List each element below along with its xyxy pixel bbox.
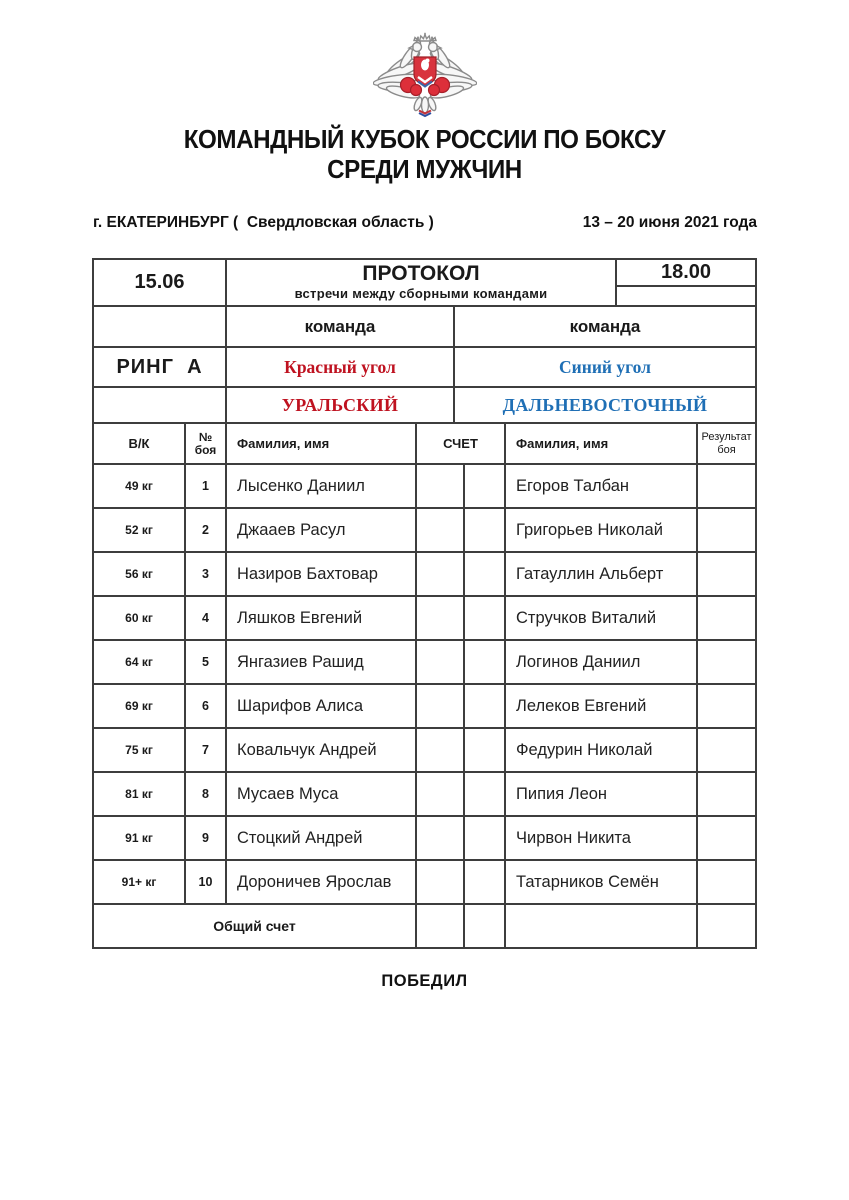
red-boxer-name: Лысенко Даниил	[227, 465, 417, 507]
bout-number: 8	[186, 773, 227, 815]
weight-class: 49 кг	[94, 465, 186, 507]
blue-score-cell	[465, 465, 506, 507]
event-location: г. ЕКАТЕРИНБУРГ ( Свердловская область )	[93, 214, 434, 231]
col-header-weight: В/К	[94, 424, 186, 463]
bout-number: 2	[186, 509, 227, 551]
bout-row-10	[94, 861, 755, 905]
col-header-bout-no-line1: №	[198, 429, 213, 444]
blue-score-cell	[465, 553, 506, 595]
result-cell	[698, 685, 755, 727]
red-score-cell	[417, 861, 465, 903]
empty-cell	[698, 905, 755, 947]
red-score-cell	[417, 685, 465, 727]
empty-cell	[506, 905, 698, 947]
red-boxer-name: Дороничев Ярослав	[227, 861, 417, 903]
weight-class: 91 кг	[94, 817, 186, 859]
bout-number: 1	[186, 465, 227, 507]
red-score-cell	[417, 553, 465, 595]
event-meta-row	[93, 214, 757, 232]
blue-boxer-name: Григорьев Николай	[506, 509, 698, 551]
bout-row-8	[94, 773, 755, 817]
team-label-left: команда	[227, 307, 455, 346]
col-header-result-line2: боя	[717, 443, 736, 456]
blue-boxer-name: Татарников Семён	[506, 861, 698, 903]
weight-class: 81 кг	[94, 773, 186, 815]
col-header-bout-no-line2: боя	[194, 442, 217, 457]
col-header-red-name: Фамилия, имя	[227, 424, 417, 463]
result-cell	[698, 509, 755, 551]
bout-number: 4	[186, 597, 227, 639]
red-score-cell	[417, 465, 465, 507]
bout-row-2	[94, 509, 755, 553]
result-cell	[698, 465, 755, 507]
red-score-cell	[417, 597, 465, 639]
blue-boxer-name: Егоров Талбан	[506, 465, 698, 507]
match-time: 18.00	[617, 260, 755, 287]
document-title	[30, 124, 820, 184]
red-score-cell	[417, 641, 465, 683]
blue-score-cell	[465, 773, 506, 815]
bout-row-7	[94, 729, 755, 773]
team-label-right: команда	[569, 316, 641, 336]
result-cell	[698, 597, 755, 639]
red-score-cell	[417, 773, 465, 815]
protocol-header-row	[94, 260, 755, 307]
ring-corner-row	[94, 348, 755, 388]
protocol-title-cell	[227, 260, 617, 305]
bout-number: 10	[186, 861, 227, 903]
result-cell	[698, 817, 755, 859]
bout-table-header-row	[94, 424, 755, 465]
bout-row-6	[94, 685, 755, 729]
weight-class: 75 кг	[94, 729, 186, 771]
red-boxer-name: Стоцкий Андрей	[227, 817, 417, 859]
blue-score-cell	[465, 685, 506, 727]
blue-boxer-name: Чирвон Никита	[506, 817, 698, 859]
blue-total-score-cell	[465, 905, 506, 947]
total-score-label: Общий счет	[94, 905, 417, 947]
col-header-blue-name: Фамилия, имя	[506, 424, 698, 463]
title-line-2: СРЕДИ МУЖЧИН	[327, 154, 522, 184]
bout-row-9	[94, 817, 755, 861]
red-total-score-cell	[417, 905, 465, 947]
blue-boxer-name: Пипия Леон	[506, 773, 698, 815]
blue-boxer-name: Стручков Виталий	[506, 597, 698, 639]
match-date-cell: 15.06	[94, 260, 227, 305]
red-score-cell	[417, 509, 465, 551]
boxing-federation-emblem	[373, 32, 477, 123]
blue-score-cell	[465, 597, 506, 639]
bout-number: 3	[186, 553, 227, 595]
ring-label: РИНГ А	[94, 348, 227, 386]
blue-boxer-name: Лелеков Евгений	[506, 685, 698, 727]
bout-number: 6	[186, 685, 227, 727]
col-header-score: СЧЕТ	[417, 424, 506, 463]
col-header-result	[698, 424, 755, 463]
team-name-row	[94, 388, 755, 424]
weight-class: 91+ кг	[94, 861, 186, 903]
bout-row-4	[94, 597, 755, 641]
winner-label: ПОБЕДИЛ	[381, 972, 468, 990]
weight-class: 69 кг	[94, 685, 186, 727]
red-team-name: УРАЛЬСКИЙ	[227, 388, 455, 422]
weight-class: 60 кг	[94, 597, 186, 639]
red-boxer-name: Назиров Бахтовар	[227, 553, 417, 595]
red-boxer-name: Янгазиев Рашид	[227, 641, 417, 683]
blue-score-cell	[465, 729, 506, 771]
bout-number: 9	[186, 817, 227, 859]
empty-cell	[617, 287, 755, 305]
blue-score-cell	[465, 861, 506, 903]
result-cell	[698, 553, 755, 595]
protocol-title: ПРОТОКОЛ	[362, 262, 480, 285]
red-boxer-name: Шарифов Алиса	[227, 685, 417, 727]
blue-score-cell	[465, 817, 506, 859]
result-cell	[698, 729, 755, 771]
event-dates: 13 – 20 июня 2021 года	[582, 214, 757, 231]
red-boxer-name: Мусаев Муса	[227, 773, 417, 815]
double-headed-eagle-icon	[373, 32, 477, 118]
weight-class: 64 кг	[94, 641, 186, 683]
title-line-1: КОМАНДНЫЙ КУБОК РОССИИ ПО БОКСУ	[183, 124, 666, 154]
result-cell	[698, 641, 755, 683]
col-header-result-line1: Результат	[701, 430, 752, 443]
blue-score-cell	[465, 509, 506, 551]
empty-cell	[94, 307, 227, 346]
red-score-cell	[417, 817, 465, 859]
red-corner-label: Красный угол	[227, 348, 455, 386]
match-time-cell	[617, 260, 755, 305]
blue-boxer-name: Гатауллин Альберт	[506, 553, 698, 595]
blue-boxer-name: Федурин Николай	[506, 729, 698, 771]
col-header-bout-no	[186, 424, 227, 463]
red-boxer-name: Ляшков Евгений	[227, 597, 417, 639]
total-score-row	[94, 905, 755, 947]
blue-boxer-name: Логинов Даниил	[506, 641, 698, 683]
result-cell	[698, 773, 755, 815]
empty-cell	[94, 388, 227, 422]
bout-row-5	[94, 641, 755, 685]
bout-number: 7	[186, 729, 227, 771]
team-label-row	[94, 307, 755, 348]
weight-class: 56 кг	[94, 553, 186, 595]
red-boxer-name: Ковальчук Андрей	[227, 729, 417, 771]
result-cell	[698, 861, 755, 903]
red-score-cell	[417, 729, 465, 771]
protocol-table	[92, 258, 757, 949]
blue-score-cell	[465, 641, 506, 683]
blue-corner-label: Синий угол	[559, 356, 651, 377]
bout-row-3	[94, 553, 755, 597]
weight-class: 52 кг	[94, 509, 186, 551]
bout-row-1	[94, 465, 755, 509]
bout-number: 5	[186, 641, 227, 683]
protocol-subtitle: встречи между сборными командами	[294, 286, 548, 301]
red-boxer-name: Джааев Расул	[227, 509, 417, 551]
blue-team-name: ДАЛЬНЕВОСТОЧНЫЙ	[502, 394, 708, 415]
